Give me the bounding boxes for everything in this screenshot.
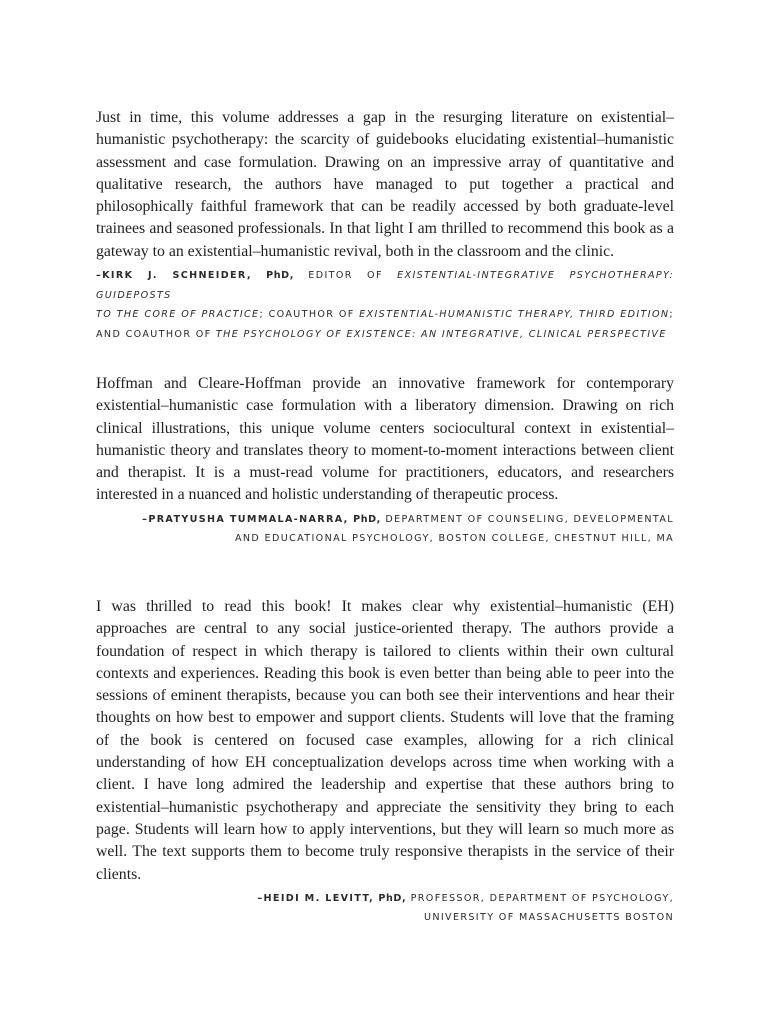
endorser-degree: PhD, — [353, 513, 381, 525]
endorsement-schneider — [96, 107, 674, 344]
endorser-name: –HEIDI M. LEVITT, — [257, 892, 374, 904]
book-title: EXISTENTIAL-HUMANISTIC THERAPY, THIRD EDITION — [359, 309, 670, 321]
endorsement-attribution — [96, 266, 674, 344]
endorsement-tummala-narra — [96, 373, 674, 549]
endorsement-attribution — [96, 889, 674, 928]
endorser-degree: PhD, — [378, 892, 407, 904]
book-title-continued: TO THE CORE OF PRACTICE — [96, 309, 260, 321]
endorsement-text: I was thrilled to read this book! It makes clear why existential–humanistic (EH) approaches are central to any social justice-oriented therapy. The authors provide a foundation of respect in which therapy is tailored to clients within their own cultural contexts and experiences. Reading this book is even better than being able to peer into the sessions of eminent therapists, because you can both see their interventions and hear their thoughts on how best to empower and support clients. Students will love that the framing of the book is centered on focused case examples, allowing for a rich clinical understanding of how EH conceptualization develops across time when working with a client. I have long admired the leadership and expertise that these authors bring to existential–humanistic psychotherapy and appreciate the sensitivity they bring to each page. Students will learn how to apply interventions, but they will learn so much more as well. The text supports them to become truly responsive therapists in the service of their clients. — [96, 598, 674, 883]
book-title: EXISTENTIAL-INTEGRATIVE PSYCHOTHERAPY: GUIDEPOSTS — [96, 270, 674, 301]
endorser-affiliation: PROFESSOR, DEPARTMENT OF PSYCHOLOGY, — [410, 892, 674, 904]
endorsement-attribution — [96, 510, 674, 549]
endorser-affiliation-continued: AND EDUCATIONAL PSYCHOLOGY, BOSTON COLLEGE, CHESTNUT HILL, MA — [234, 533, 674, 545]
book-title: THE PSYCHOLOGY OF EXISTENCE: AN INTEGRATIVE, CLINICAL PERSPECTIVE — [215, 328, 667, 340]
endorser-role: AND COAUTHOR OF — [96, 328, 212, 340]
endorsement-text: Just in time, this volume addresses a gap in the resurging literature on existential–humanistic psychotherapy: the scarcity of guidebooks elucidating existential–humanistic assessment and case formulation. Drawing on an impressive array of quantitative and qualitative research, the authors have managed to put together a practical and philosophically faithful framework that can be readily accessed by both graduate-level trainees and seasoned professionals. In that light I am thrilled to recommend this book as a gateway to an existential–humanistic revival, both in the classroom and the clinic. — [96, 109, 674, 260]
endorser-affiliation-continued: UNIVERSITY OF MASSACHUSETTS BOSTON — [423, 912, 674, 924]
endorsement-levitt — [96, 596, 674, 928]
endorser-name: –KIRK J. SCHNEIDER, — [96, 270, 252, 282]
endorser-name: –PRATYUSHA TUMMALA-NARRA, — [142, 513, 349, 525]
endorser-role: EDITOR OF — [308, 270, 383, 282]
endorsement-text: Hoffman and Cleare-Hoffman provide an innovative framework for contemporary existential–humanistic case formulation with a liberatory dimension. Drawing on rich clinical illustrations, this unique volume centers sociocultural context in existential–humanistic theory and translates theory to moment-to-moment interactions between client and therapist. It is a must-read volume for practitioners, educators, and researchers interested in a nuanced and holistic understanding of therapeutic process. — [96, 375, 674, 504]
endorser-degree: PhD, — [266, 270, 294, 282]
endorser-affiliation: DEPARTMENT OF COUNSELING, DEVELOPMENTAL — [385, 513, 674, 525]
separator: ; — [669, 309, 674, 321]
endorser-role: ; COAUTHOR OF — [259, 309, 355, 321]
